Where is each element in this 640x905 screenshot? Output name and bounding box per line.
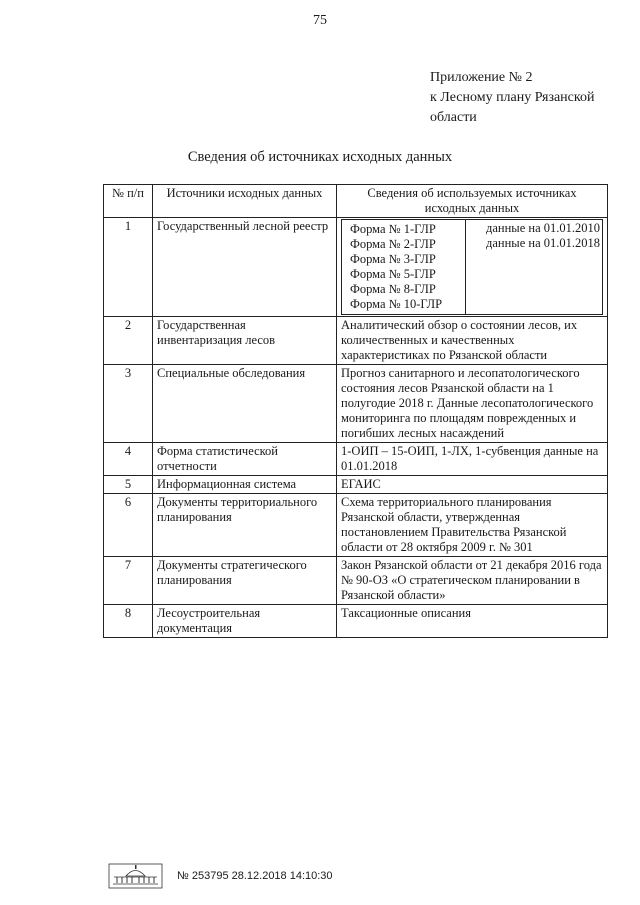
forms-subtable xyxy=(341,219,603,315)
row-number: 3 xyxy=(104,365,153,443)
date-item: данные на 01.01.2010 xyxy=(486,221,600,235)
table-row xyxy=(104,218,608,317)
table-header-row xyxy=(104,185,608,218)
row-source: Лесоустроительная документация xyxy=(153,605,337,638)
header-info: Сведения об используемых источниках исходных данных xyxy=(337,185,608,218)
table-row xyxy=(104,476,608,494)
row-info: Закон Рязанской области от 21 декабря 2016 года № 90-ОЗ «О стратегическом планировании в Рязанской области» xyxy=(337,557,608,605)
row-source: Документы стратегического планирования xyxy=(153,557,337,605)
row-number: 4 xyxy=(104,443,153,476)
table-row xyxy=(104,317,608,365)
header-source: Источники исходных данных xyxy=(153,185,337,218)
row-info xyxy=(337,218,608,317)
appendix-line-1: Приложение № 2 xyxy=(430,70,533,85)
forms-list xyxy=(342,220,466,315)
appendix-line-2: к Лесному плану Рязанской xyxy=(430,90,595,105)
form-item: Форма № 5-ГЛР xyxy=(350,267,436,281)
row-number: 1 xyxy=(104,218,153,317)
form-item: Форма № 8-ГЛР xyxy=(350,282,436,296)
sources-table xyxy=(103,184,608,638)
row-number: 2 xyxy=(104,317,153,365)
registration-number: № 253795 28.12.2018 14:10:30 xyxy=(177,870,333,882)
table-row xyxy=(104,443,608,476)
row-source: Государственная инвентаризация лесов xyxy=(153,317,337,365)
government-seal-icon xyxy=(108,863,163,889)
row-source: Форма статистической отчетности xyxy=(153,443,337,476)
row-info: Прогноз санитарного и лесопатологического состояния лесов Рязанской области на 1 полугодие 2018 г. Данные лесопатологического мониторинга по площадям поврежденных и погибших лесных насаждений xyxy=(337,365,608,443)
appendix-line-3: области xyxy=(430,110,477,125)
row-source: Информационная система xyxy=(153,476,337,494)
form-item: Форма № 10-ГЛР xyxy=(350,297,443,311)
row-info: 1-ОИП – 15-ОИП, 1-ЛХ, 1-субвенция данные на 01.01.2018 xyxy=(337,443,608,476)
form-item: Форма № 1-ГЛР xyxy=(350,222,436,236)
page-number: 75 xyxy=(313,13,327,28)
form-item: Форма № 2-ГЛР xyxy=(350,237,436,251)
row-number: 6 xyxy=(104,494,153,557)
row-info: Схема территориального планирования Рязанской области, утвержденная постановлением Правительства Рязанской области от 28 октября 2009 г. № 301 xyxy=(337,494,608,557)
date-item: данные на 01.01.2018 xyxy=(486,236,600,250)
appendix-note xyxy=(430,68,630,128)
row-info: ЕГАИС xyxy=(337,476,608,494)
dates-list xyxy=(466,220,603,315)
row-source: Документы территориального планирования xyxy=(153,494,337,557)
header-number: № п/п xyxy=(104,185,153,218)
row-number: 5 xyxy=(104,476,153,494)
table-row xyxy=(104,494,608,557)
row-number: 8 xyxy=(104,605,153,638)
document-title: Сведения об источниках исходных данных xyxy=(187,149,453,165)
row-info: Таксационные описания xyxy=(337,605,608,638)
form-item: Форма № 3-ГЛР xyxy=(350,252,436,266)
row-info: Аналитический обзор о состоянии лесов, их количественных и качественных характеристиках по Рязанской области xyxy=(337,317,608,365)
table-row xyxy=(104,605,608,638)
row-number: 7 xyxy=(104,557,153,605)
row-source: Специальные обследования xyxy=(153,365,337,443)
table-row xyxy=(104,557,608,605)
row-source: Государственный лесной реестр xyxy=(153,218,337,317)
table-row xyxy=(104,365,608,443)
registration-footer xyxy=(108,861,333,891)
